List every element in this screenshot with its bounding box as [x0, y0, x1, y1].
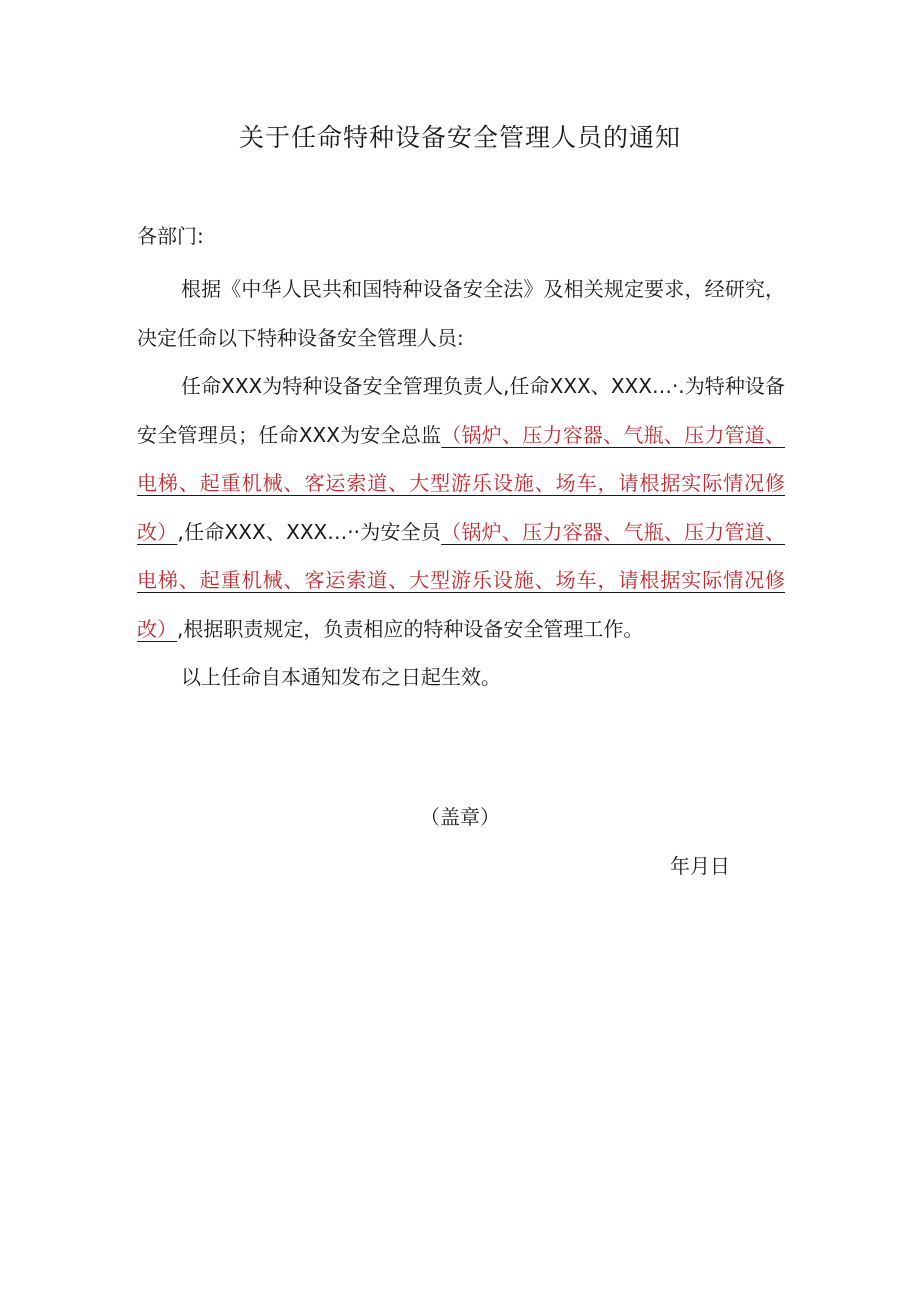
editable-note-2: （锅炉、压力容器、气瓶、压力管道、电梯、起重机械、客运索道、大型游乐设施、场车，请根据实际情况修改） [137, 519, 786, 641]
date-label: 年月日 [670, 854, 730, 878]
paragraph-intro: 根据《中华人民共和国特种设备安全法》及相关规定要求，经研究，决定任命以下特种设备安全管理人员: [137, 277, 785, 350]
salutation: 各部门: [137, 224, 204, 248]
paragraph-appointments [137, 362, 785, 653]
paragraph-effective: 以上任命自本通知发布之日起生效。 [181, 665, 501, 689]
editable-note-1: （锅炉、压力容器、气瓶、压力管道、电梯、起重机械、客运索道、大型游乐设施、场车，请根据实际情况修改） [137, 422, 786, 544]
appointment-text-1: 任命XXX为特种设备安全管理负责人,任命XXX、XXX…·.为特种设备安全管理员；任命XXX为安全总监 [137, 374, 785, 447]
appointment-text-2: ,任命XXX、XXX…··为安全员 [177, 519, 442, 544]
document-body [137, 265, 785, 702]
appointment-text-3: ,根据职责规定，负责相应的特种设备安全管理工作。 [177, 616, 644, 641]
stamp-label: （盖章） [420, 805, 500, 829]
document-title: 关于任命特种设备安全管理人员的通知 [238, 123, 681, 152]
